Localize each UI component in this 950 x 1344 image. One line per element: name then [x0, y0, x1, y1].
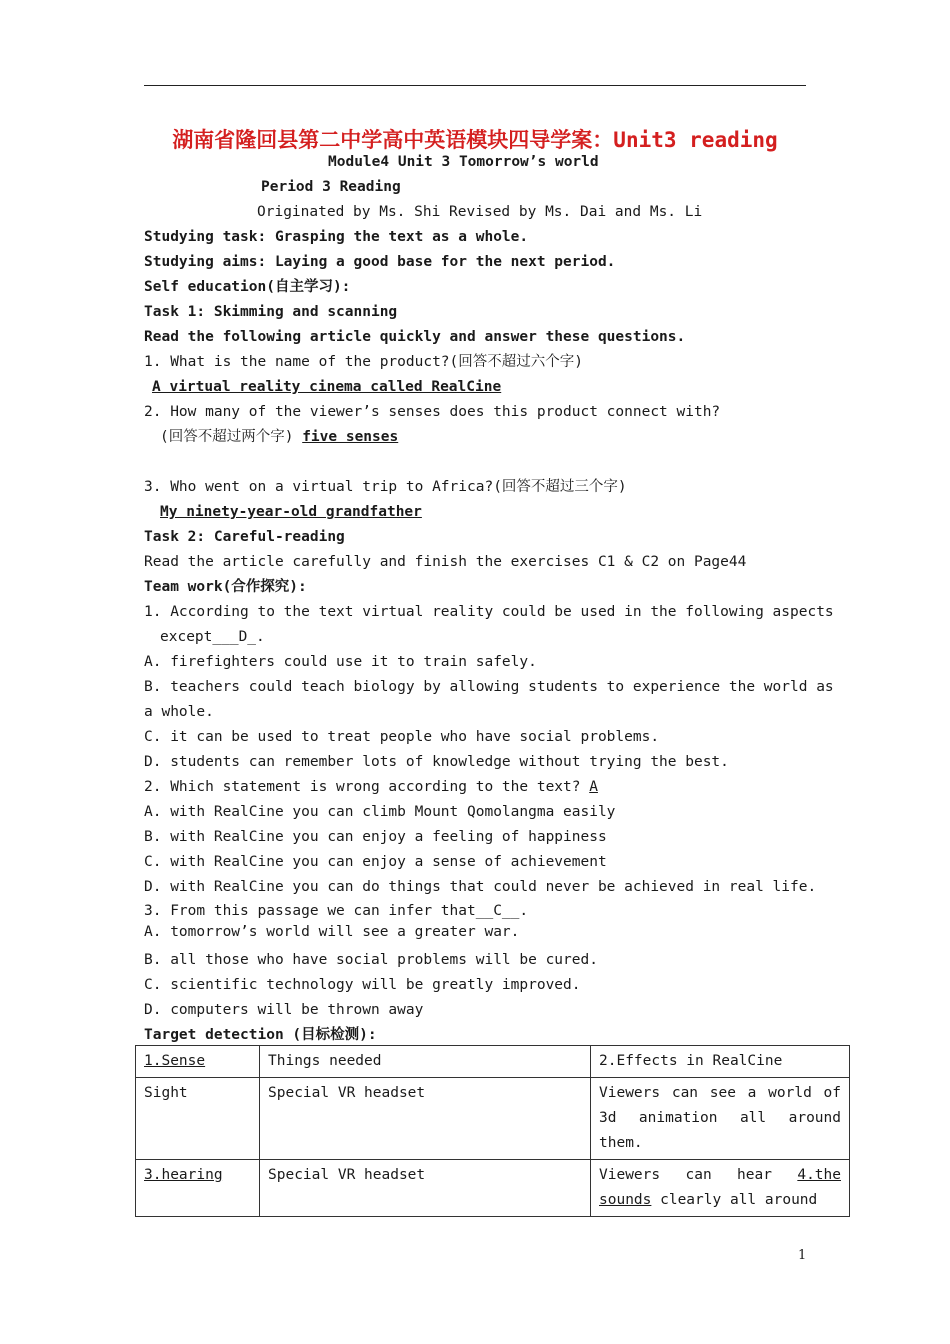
- limit-note: (回答不超过两个字): [160, 429, 294, 445]
- module-subtitle: Module4 Unit 3 Tomorrow’s world: [328, 154, 599, 170]
- header-effects: 2.Effects in RealCine: [591, 1046, 850, 1078]
- q2-answer: A: [589, 779, 598, 795]
- q3-option-d: D. computers will be thrown away: [144, 1002, 424, 1018]
- team-work-heading: Team work(合作探究):: [144, 579, 307, 595]
- cell-sense: 3.hearing: [136, 1160, 260, 1217]
- task1-question-3: 3. Who went on a virtual trip to Africa?(回答不超过三个字): [144, 479, 627, 495]
- header-rule: [144, 85, 806, 86]
- q2-option-b: B. with RealCine you can enjoy a feeling of happiness: [144, 829, 607, 845]
- team-question-2: [144, 777, 598, 797]
- task1-question-2-limit: [160, 427, 398, 447]
- period-label: Period 3 Reading: [261, 179, 401, 195]
- cell-effect: [591, 1160, 850, 1217]
- studying-aims: Studying aims: Laying a good base for the next period.: [144, 254, 616, 270]
- q2-text: 2. Which statement is wrong according to the text?: [144, 779, 590, 795]
- q1-option-a: A. firefighters could use it to train safely.: [144, 654, 537, 670]
- task1-answer-1: A virtual reality cinema called RealCine: [152, 379, 502, 395]
- task1-question-2: 2. How many of the viewer’s senses does this product connect with?: [144, 404, 721, 420]
- q1-option-c: C. it can be used to treat people who have social problems.: [144, 729, 660, 745]
- q1-option-d: D. students can remember lots of knowledge without trying the best.: [144, 754, 729, 770]
- task1-answer-2: five senses: [302, 429, 399, 445]
- team-question-1: 1. According to the text virtual reality could be used in the following aspects: [144, 604, 834, 620]
- table-header-row: [136, 1046, 850, 1078]
- task2-instructions: Read the article carefully and finish the exercises C1 & C2 on Page44: [144, 554, 747, 570]
- q3-option-a: A. tomorrow’s world will see a greater war.: [144, 924, 520, 940]
- task2-heading: Task 2: Careful-reading: [144, 529, 345, 545]
- q2-option-d: D. with RealCine you can do things that could never be achieved in real life.: [144, 879, 817, 895]
- page-number: 1: [798, 1248, 807, 1263]
- task1-answer-3: My ninety-year-old grandfather: [160, 504, 422, 520]
- cell-sense: Sight: [136, 1078, 260, 1160]
- table-row: [136, 1078, 850, 1160]
- table-row: [136, 1160, 850, 1217]
- effect-text-a: Viewers can hear: [599, 1167, 798, 1183]
- document-title: 湖南省隆回县第二中学高中英语模块四导学案：Unit3 reading: [172, 128, 778, 152]
- header-things: Things needed: [260, 1046, 591, 1078]
- effect-answer: 4.the sounds: [599, 1167, 841, 1208]
- read-instructions: Read the following article quickly and answer these questions.: [144, 329, 686, 345]
- target-detection-table: [135, 1045, 850, 1217]
- authors-line: Originated by Ms. Shi Revised by Ms. Dai and Ms. Li: [257, 204, 703, 220]
- team-question-1-except: except___D_.: [160, 629, 265, 645]
- studying-task: Studying task: Grasping the text as a whole.: [144, 229, 529, 245]
- q1-option-b-cont: a whole.: [144, 704, 214, 720]
- cell-effect: Viewers can see a world of 3d animation all around them.: [591, 1078, 850, 1160]
- q3-option-c: C. scientific technology will be greatly improved.: [144, 977, 581, 993]
- task1-question-1: 1. What is the name of the product?(回答不超过六个字): [144, 354, 583, 370]
- task1-heading: Task 1: Skimming and scanning: [144, 304, 398, 320]
- cell-things: Special VR headset: [260, 1078, 591, 1160]
- cell-things: Special VR headset: [260, 1160, 591, 1217]
- q1-option-b: B. teachers could teach biology by allowing students to experience the world as: [144, 679, 834, 695]
- q2-option-c: C. with RealCine you can enjoy a sense of achievement: [144, 854, 607, 870]
- self-education-heading: Self education(自主学习):: [144, 279, 351, 295]
- effect-text-c: clearly all around: [651, 1192, 818, 1208]
- q3-option-b: B. all those who have social problems will be cured.: [144, 952, 598, 968]
- team-question-3: 3. From this passage we can infer that__C__.: [144, 903, 529, 919]
- q2-option-a: A. with RealCine you can climb Mount Qomolangma easily: [144, 804, 616, 820]
- target-detection-heading: Target detection (目标检测):: [144, 1027, 377, 1043]
- header-sense: 1.Sense: [136, 1046, 260, 1078]
